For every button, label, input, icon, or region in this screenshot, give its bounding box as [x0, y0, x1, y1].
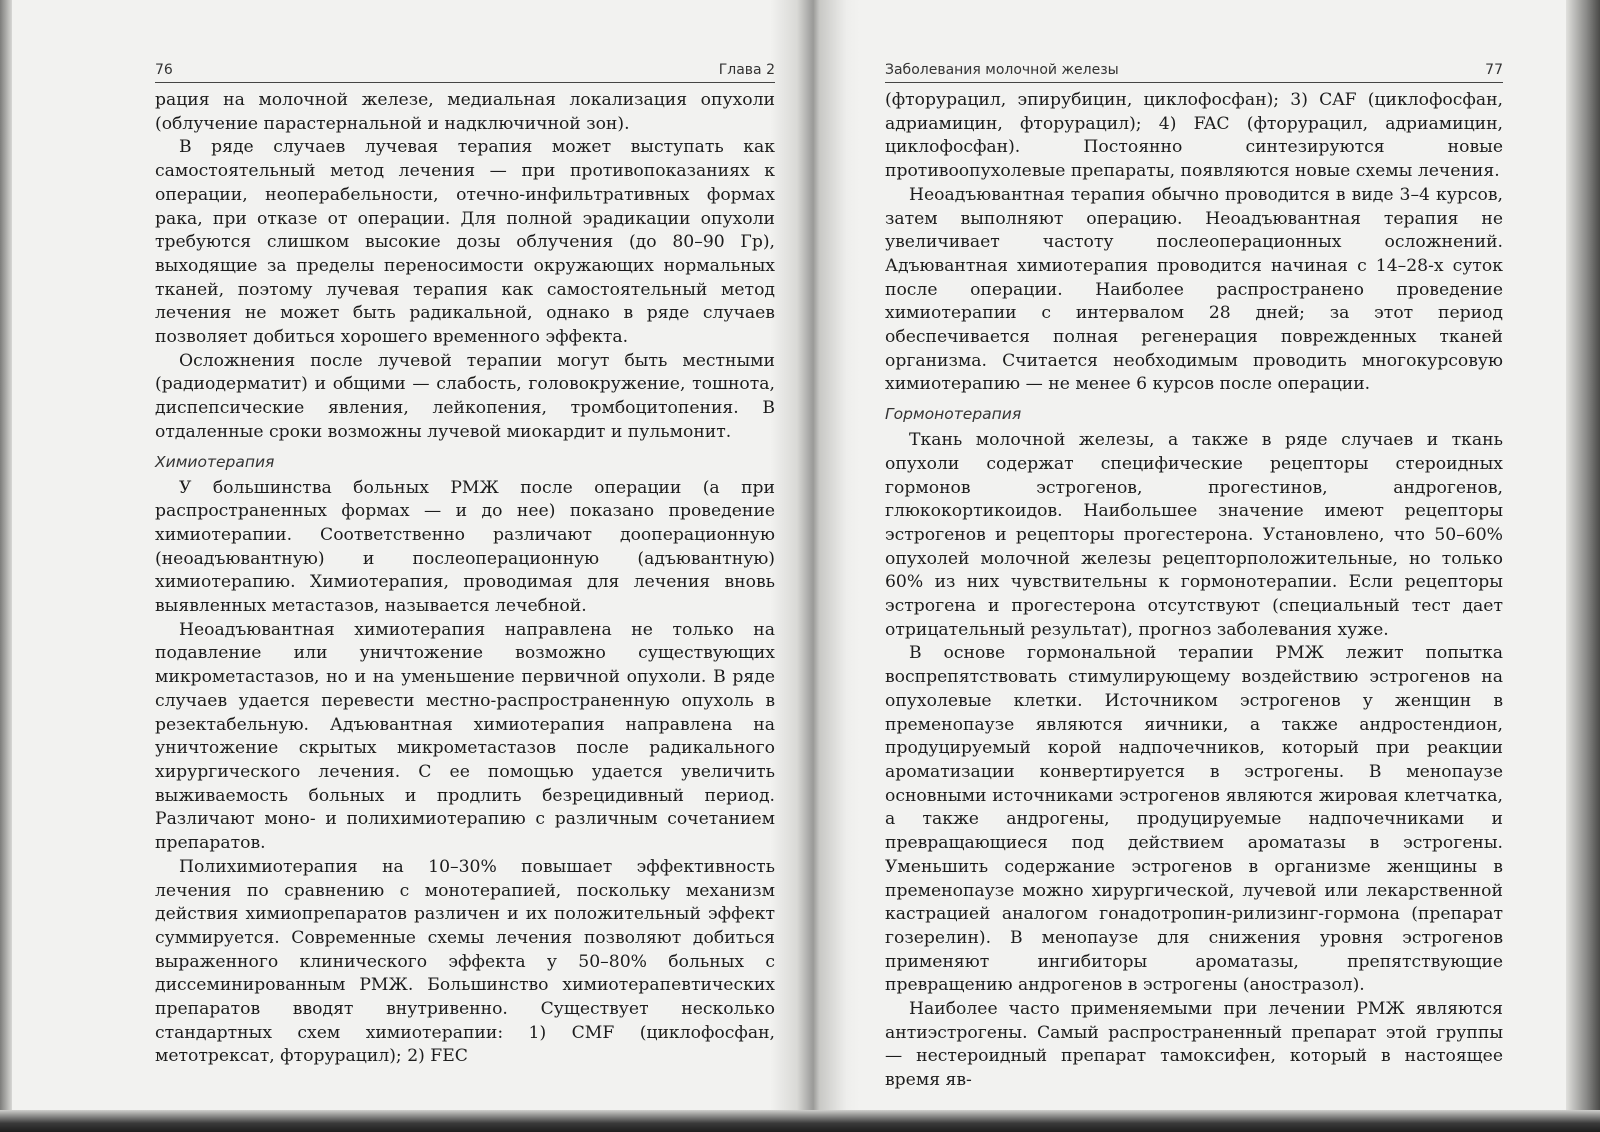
paragraph: Неоадъювантная терапия обычно проводится в виде 3–4 курсов, затем выполняют операцию. Неоадъювантная терапия не увеличивает частоту послеоперационных осложнений. Адъювантная химиотерапия проводится начиная с 14–28-х суток после операции. Наиболее распространено проведение химиотерапии с интервалом 28 дней; за этот период обеспечивается полная регенерация поврежденных тканей организма. Считается необходимым проводить многокурсовую химиотерапию — не менее 6 курсов после операции. [885, 184, 1503, 395]
left-page-number: 76 [155, 62, 173, 78]
right-page-number: 77 [1485, 62, 1503, 78]
right-running-head: Заболевания молочной железы [885, 62, 1119, 78]
paragraph: Полихимиотерапия на 10–30% повышает эффективность лечения по сравнению с монотерапией, поскольку механизм действия химиопрепаратов различен и их положительный эффект суммируется. Современные схемы лечения позволяют добиться выраженного клинического эффекта у 50–80% больных с диссеминированным РМЖ. Большинство химиотерапевтических препаратов вводят внутривенно. Существует несколько стандартных схем химиотерапии: 1) CMF (циклофосфан, метотрексат, фторурацил); 2) FEC [155, 856, 775, 1067]
paragraph: В основе гормональной терапии РМЖ лежит попытка воспрепятствовать стимулирующему воздействию эстрогенов на опухолевые клетки. Источником эстрогенов у женщин в пременопаузе являются яичники, а также андростендион, продуцируемый корой надпочечников, который при реакции ароматизации конвертируется в эстрогены. В менопаузе основными источниками эстрогенов являются жировая клетчатка, а также андрогены, продуцируемые надпочечниками и превращающиеся под действием ароматазы в эстрогены. Уменьшить содержание эстрогенов в организме женщины в пременопаузе можно хирургической, лучевой или лекарственной кастрацией аналогом гонадотропин-рилизинг-гормона (препарат гозерелин). В менопаузе для снижения уровня эстрогенов применяют ингибиторы ароматазы, препятствующие превращению андрогенов в эстрогены (аностразол). [885, 643, 1503, 996]
page-edge-right [1566, 0, 1600, 1132]
left-page-header [155, 62, 775, 83]
bottom-edge-shadow [0, 1110, 1600, 1132]
paragraph: Ткань молочной железы, а также в ряде случаев и ткань опухоли содержат специфические рецепторы стероидных гормонов эстрогенов, прогестинов, андрогенов, глюкокортикоидов. Наибольшее значение имеют рецепторы эстрогенов и рецепторы прогестерона. Установлено, что 50–60% опухолей молочной железы рецепторположительные, но только 60% из них чувствительны к гормонотерапии. Если рецепторы эстрогена и прогестерона отсутствуют (специальный тест дает отрицательный результат), прогноз заболевания хуже. [885, 430, 1503, 640]
paragraph: В ряде случаев лучевая терапия может выступать как самостоятельный метод лечения — при противопоказаниях к операции, неоперабельности, отечно-инфильтративных формах рака, при отказе от операции. Для полной эрадикации опухоли требуются слишком высокие дозы облучения (до 80–90 Гр), выходящие за пределы переносимости окружающих нормальных тканей, поэтому лучевая терапия как самостоятельный метод лечения не может быть радикальной, однако в ряде случаев позволяет добиться хорошего временного эффекта. [155, 137, 775, 348]
paragraph: Осложнения после лучевой терапии могут быть местными (радиодерматит) и общими — слабость, головокружение, тошнота, диспепсические явления, лейкопения, тромбоцитопения. В отдаленные сроки возможны лучевой миокардит и пульмонит. [155, 350, 775, 442]
book-gutter [770, 0, 860, 1132]
section-heading: Гормонотерапия [885, 405, 1022, 424]
paragraph: рация на молочной железе, медиальная локализация опухоли (облучение парастернальной и надключичной зон). [155, 90, 775, 134]
right-page-body [885, 89, 1503, 1093]
paragraph: Неоадъювантная химиотерапия направлена не только на подавление или уничтожение возможно существующих микрометастазов, но и на уменьшение первичной опухоли. В ряде случаев удается перевести местно-распространенную опухоль в резектабельную. Адъювантная химиотерапия направлена на уничтожение скрытых микрометастазов после радикального хирургического лечения. С ее помощью удается увеличить выживаемость больных и продлить безрецидивный период. Различают моно- и полихимиотерапию с различным сочетанием препаратов. [155, 619, 775, 854]
section-heading: Химиотерапия [155, 452, 275, 471]
right-page [885, 62, 1503, 1093]
left-page-body [155, 89, 775, 1069]
left-page [155, 62, 775, 1069]
left-running-head: Глава 2 [718, 62, 775, 78]
paragraph: У большинства больных РМЖ после операции (а при распространенных формах — и до нее) показано проведение химиотерапии. Соответственно различают дооперационную (неоадъювантную) и послеоперационную (адъювантную) химиотерапию. Химиотерапия, проводимая для лечения вновь выявленных метастазов, называется лечебной. [155, 477, 775, 617]
paragraph: Наиболее часто применяемыми при лечении РМЖ являются антиэстрогены. Самый распространенный препарат этой группы — нестероидный препарат тамоксифен, который в настоящее время яв- [885, 999, 1503, 1091]
right-page-header [885, 62, 1503, 83]
page-edge-left [0, 0, 12, 1132]
paragraph: (фторурацил, эпирубицин, циклофосфан); 3) CAF (циклофосфан, адриамицин, фторурацил); 4) FAC (фторурацил, адриамицин, циклофосфан). Постоянно синтезируются новые противоопухолевые препараты, появляются новые схемы лечения. [885, 90, 1503, 182]
